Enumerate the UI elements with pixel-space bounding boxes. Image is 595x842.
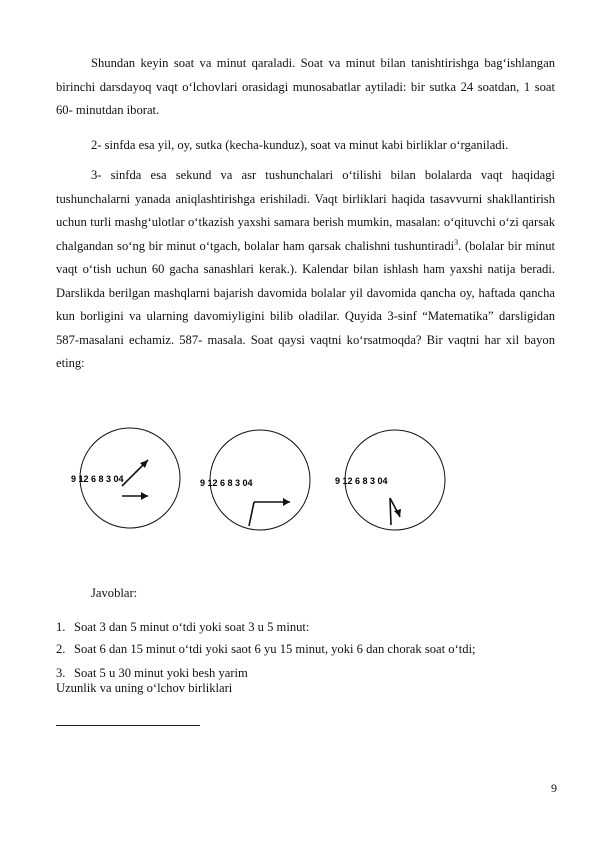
paragraph-intro: Shundan keyin soat va minut qaraladi. Soat va minut bilan tanishtirishga bag‘ishlangan birinchi darsdayoq vaqt o‘lchovlari orasidagi munosabatlar aytiladi: bir sutka 24 soatdan, 1 soat 60- minutdan iborat.: [56, 56, 555, 117]
answer-text: Soat 3 dan 5 minut o‘tdi yoki soat 3 u 5 minut:: [74, 620, 310, 634]
answers-title: Javoblar:: [91, 586, 138, 600]
clock-3-face: [325, 420, 455, 560]
footnote-marker: 3: [454, 237, 459, 247]
answer-text: Soat 6 dan 15 minut o‘tdi yoki saot 6 yu 15 minut, yoki 6 dan chorak soat o‘tdi;: [74, 642, 476, 656]
clock-3-minute-hand: [390, 498, 391, 525]
clock-2: [190, 420, 320, 565]
answer-item-2: [56, 640, 476, 658]
answer-number: 1.: [56, 620, 66, 634]
clock-2-face: [190, 420, 320, 560]
clock-3-numbers: 9 12 6 8 3 04: [335, 476, 388, 486]
answer-text: Soat 5 u 30 minut yoki besh yarim: [74, 666, 248, 680]
paragraph-grade3-text: 3- sinfda esa sekund va asr tushunchalari o‘tilishi bilan bolalarda vaqt haqidagi tushunchalarni yanada aniqlashtirishga erishiladi. Vaqt birliklari haqida tasavvurni shakllantirish uchun turli mashg‘ulotlar o‘tkazish yaxshi samara berish mumkin, masalan: o‘qituvchi o‘zi qarsak chalgandan so‘ng bir minut o‘tgach, bolalar ham qarsak chalishni tushuntiradi: [56, 168, 555, 253]
clock-2-numbers: 9 12 6 8 3 04: [200, 478, 253, 488]
page-number: 9: [551, 781, 557, 795]
clock-3: [325, 420, 455, 565]
answer-item-3: [56, 664, 248, 682]
clock-1-arrowhead-2: [141, 492, 148, 500]
clock-1-face: [60, 420, 190, 560]
section-title: Uzunlik va uning o‘lchov birliklari: [56, 681, 233, 695]
clock-2-arrowhead: [283, 498, 290, 506]
clock-2-hour-hand: [249, 502, 254, 526]
clock-3-arrowhead: [394, 509, 401, 517]
clock-1-numbers: 9 12 6 8 3 04: [71, 474, 124, 484]
clock-figures: [60, 420, 460, 560]
paragraph-grade3: [56, 164, 555, 376]
clock-1: [60, 420, 190, 565]
answer-item-1: [56, 618, 309, 636]
answer-number: 3.: [56, 666, 66, 680]
paragraph-grade3-text-cont: . (bolalar bir minut vaqt o‘tish uchun 60 gacha sanashlari kerak.). Kalendar bilan ishlash ham yaxshi natija beradi. Darslikda berilgan mashqlarni bajarish davomida bolalar yil davomida qancha oy, haftada qancha kun borligini va ularning davomiyligini bilib oladilar. Quyida 3-sinf “Matematika” darsligidan 587-masalani echamiz. 587- masala. Soat qaysi vaqtni ko‘rsatmoqda? Bir vaqtni har xil bayon eting:: [56, 238, 555, 370]
paragraph-grade2: 2- sinfda esa yil, oy, sutka (kecha-kunduz), soat va minut kabi birliklar o‘rganiladi.: [91, 138, 509, 152]
footnote-separator: [56, 725, 200, 726]
answer-number: 2.: [56, 642, 66, 656]
